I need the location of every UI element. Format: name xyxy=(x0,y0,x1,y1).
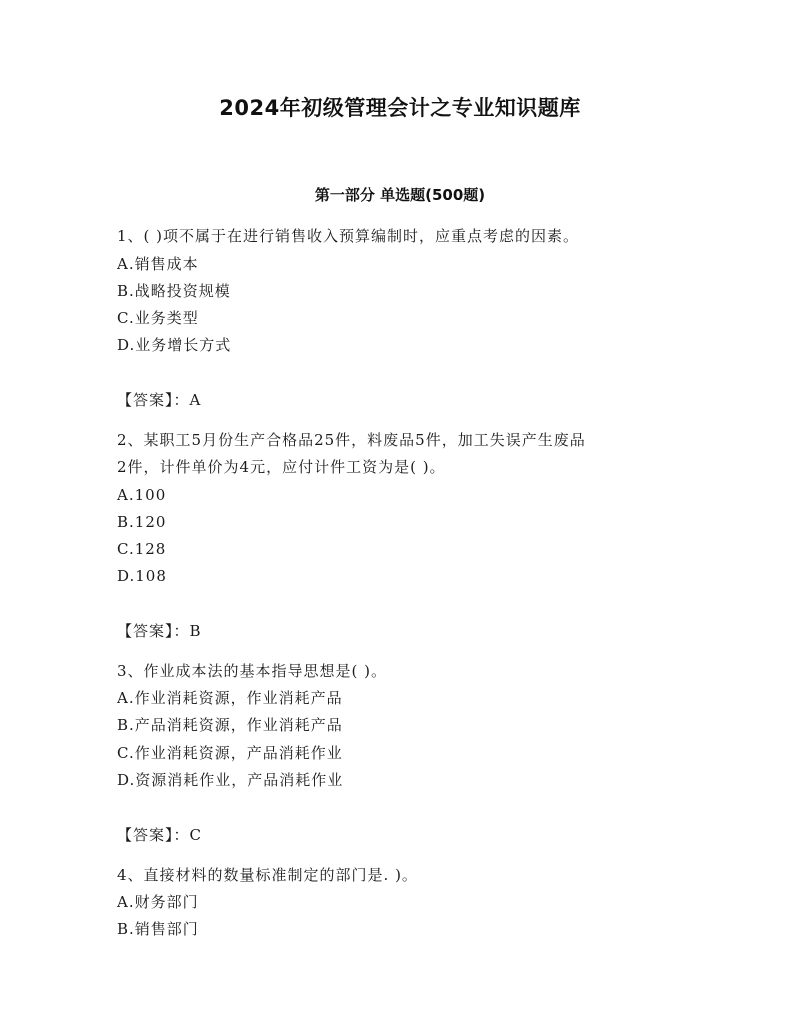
question-1-option-a: A.销售成本 xyxy=(117,255,199,273)
question-3-option-c: C.作业消耗资源，产品消耗作业 xyxy=(117,744,343,762)
question-1-answer: 【答案】：A xyxy=(117,391,202,409)
question-1-option-d: D.业务增长方式 xyxy=(117,336,232,354)
question-2-stem-line-2: 2件，计件单价为4元，应付计件工资为是( )。 xyxy=(117,458,446,476)
document-title: 2024年初级管理会计之专业知识题库 xyxy=(219,96,581,120)
section-heading: 第一部分 单选题(500题) xyxy=(314,186,486,204)
question-3-option-d: D.资源消耗作业，产品消耗作业 xyxy=(117,771,344,789)
question-3-answer: 【答案】：C xyxy=(117,826,202,844)
question-3-option-b: B.产品消耗资源，作业消耗产品 xyxy=(117,716,343,734)
question-4-option-b: B.销售部门 xyxy=(117,920,199,938)
question-4-stem: 4、直接材料的数量标准制定的部门是. )。 xyxy=(117,866,418,884)
question-3-stem: 3、作业成本法的基本指导思想是( )。 xyxy=(117,662,388,680)
question-1-option-b: B.战略投资规模 xyxy=(117,282,231,300)
question-2-option-d: D.108 xyxy=(117,567,167,585)
question-1-stem: 1、( )项不属于在进行销售收入预算编制时，应重点考虑的因素。 xyxy=(117,227,580,245)
question-4-option-a: A.财务部门 xyxy=(117,893,199,911)
question-2-option-c: C.128 xyxy=(117,540,167,558)
question-2-option-b: B.120 xyxy=(117,513,167,531)
question-1-option-c: C.业务类型 xyxy=(117,309,199,327)
question-3-option-a: A.作业消耗资源，作业消耗产品 xyxy=(117,689,343,707)
question-2-stem-line-1: 2、某职工5月份生产合格品25件，料废品5件，加工失误产生废品 xyxy=(117,431,586,449)
question-2-answer: 【答案】：B xyxy=(117,622,202,640)
question-2-option-a: A.100 xyxy=(117,486,167,504)
